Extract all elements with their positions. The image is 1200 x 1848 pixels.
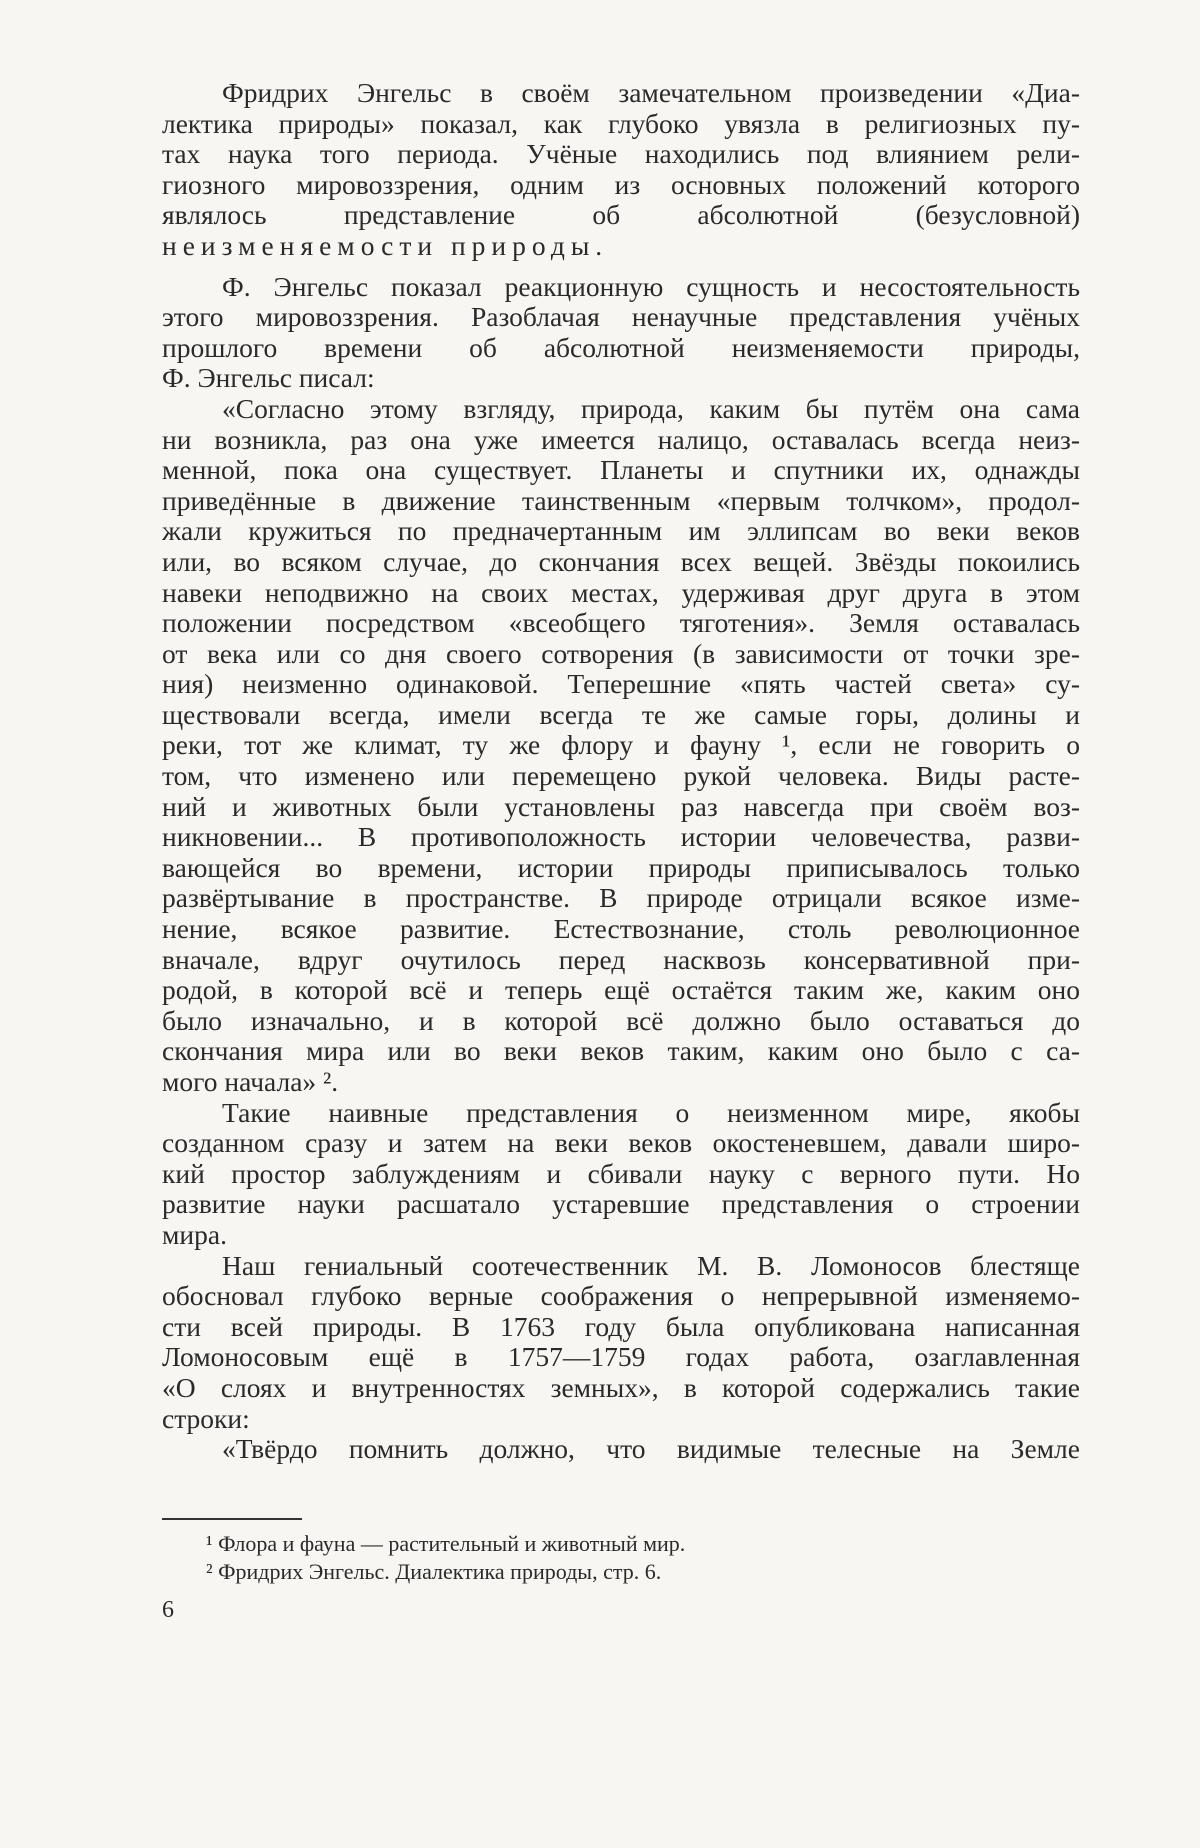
quote-line: от века или со дня своего сотворения (в зависимости от точки зре-: [162, 638, 1080, 669]
quote-line: родой, в которой всё и теперь ещё остаётся таким же, каким оно: [162, 975, 1080, 1006]
quote-line: или, во всяком случае, до скончания всех вещей. Звёзды покоились: [162, 546, 1080, 577]
quote-line: ния) неизменно одинаковой. Теперешние «пять частей света» су-: [162, 669, 1080, 700]
text-line: Ф. Энгельс показал реакционную сущность и несостоятельность: [222, 271, 1080, 302]
quote-line: том, что изменено или перемещено рукой человека. Виды расте-: [162, 761, 1080, 792]
text-line: строки:: [162, 1403, 250, 1434]
page-text: [162, 78, 1080, 1465]
quote-line: навеки неподвижно на своих местах, удерживая друг друга в этом: [162, 577, 1080, 608]
quote-line: жали кружиться по предначертанным им эллипсам во веки веков: [162, 516, 1080, 547]
quote-line: нение, всякое развитие. Естествознание, столь революционное: [162, 914, 1080, 945]
text-line: Ломоносовым ещё в 1757—1759 годах работа, озаглавленная: [162, 1342, 1080, 1373]
quote-line: «Согласно этому взгляду, природа, каким бы путём она сама: [222, 393, 1080, 424]
text-line: кий простор заблуждениям и сбивали науку с верного пути. Но: [162, 1158, 1080, 1189]
text-line: являлось представление об абсолютной (безусловной): [162, 200, 1080, 231]
text-line: лектика природы» показал, как глубоко увязла в религиозных пу-: [162, 108, 1080, 139]
text-line: гиозного мировоззрения, одним из основных положений которого: [162, 169, 1080, 200]
quote-line: реки, тот же климат, ту же флору и фауну ¹, если не говорить о: [162, 730, 1080, 761]
quote-line: «Твёрдо помнить должно, что видимые телесные на Земле: [222, 1434, 1080, 1465]
text-line: мира.: [162, 1219, 227, 1250]
text-line: развитие науки расшатало устаревшие представления о строении: [162, 1189, 1080, 1220]
quote-line: приведённые в движение таинственным «первым толчком», продол-: [162, 485, 1080, 516]
quote-line: менной, пока она существует. Планеты и спутники их, однажды: [162, 455, 1080, 486]
quote-line: скончания мира или во веки веков таким, каким оно было с са-: [162, 1036, 1080, 1067]
text-line: Такие наивные представления о неизменном мире, якобы: [222, 1097, 1080, 1128]
quote-line: положении посредством «всеобщего тяготения». Земля оставалась: [162, 608, 1080, 639]
text-line: прошлого времени об абсолютной неизменяемости природы,: [162, 332, 1080, 363]
text-line: тах наука того периода. Учёные находились под влиянием рели-: [162, 139, 1080, 170]
text-line: Ф. Энгельс писал:: [162, 363, 375, 394]
footnote-1: ¹ Флора и фауна — растительный и животный мир.: [206, 1531, 686, 1556]
quote-line: ний и животных были установлены раз навсегда при своём воз-: [162, 791, 1080, 822]
quote-line: ществовали всегда, имели всегда те же самые горы, долины и: [162, 699, 1080, 730]
text-line: этого мировоззрения. Разоблачая ненаучные представления учёных: [162, 302, 1080, 333]
text-line: Фридрих Энгельс в своём замечательном произведении «Диа-: [222, 78, 1080, 108]
text-line: «О слоях и внутренностях земных», в которой содержались такие: [162, 1372, 1080, 1403]
quote-line: мого начала» ².: [162, 1067, 339, 1097]
quote-line: вначале, вдруг очутилось перед насквозь консервативной при-: [162, 944, 1080, 975]
quote-line: развёртывание в пространстве. В природе отрицали всякое изме-: [162, 883, 1080, 914]
text-line: созданном сразу и затем на веки веков окостеневшем, давали широ-: [162, 1128, 1080, 1159]
page-number: 6: [162, 1597, 174, 1623]
quote-line: ни возникла, раз она уже имеется налицо, оставалась всегда неиз-: [162, 424, 1080, 455]
footnotes: [206, 1530, 906, 1586]
text-line: Наш гениальный соотечественник М. В. Ломоносов блестяще: [222, 1250, 1080, 1281]
footnote-2: ² Фридрих Энгельс. Диалектика природы, стр. 6.: [206, 1559, 662, 1584]
text-line: обосновал глубоко верные соображения о непрерывной изменяемо-: [162, 1281, 1080, 1312]
text-line: неизменяемости природы.: [162, 230, 609, 261]
quote-line: вающейся во времени, истории природы приписывалось только: [162, 852, 1080, 883]
footnote-divider: [162, 1518, 302, 1520]
text-line: сти всей природы. В 1763 году была опубликована написанная: [162, 1311, 1080, 1342]
quote-line: было изначально, и в которой всё должно было оставаться до: [162, 1005, 1080, 1036]
quote-line: никновении... В противоположность истории человечества, разви-: [162, 822, 1080, 853]
